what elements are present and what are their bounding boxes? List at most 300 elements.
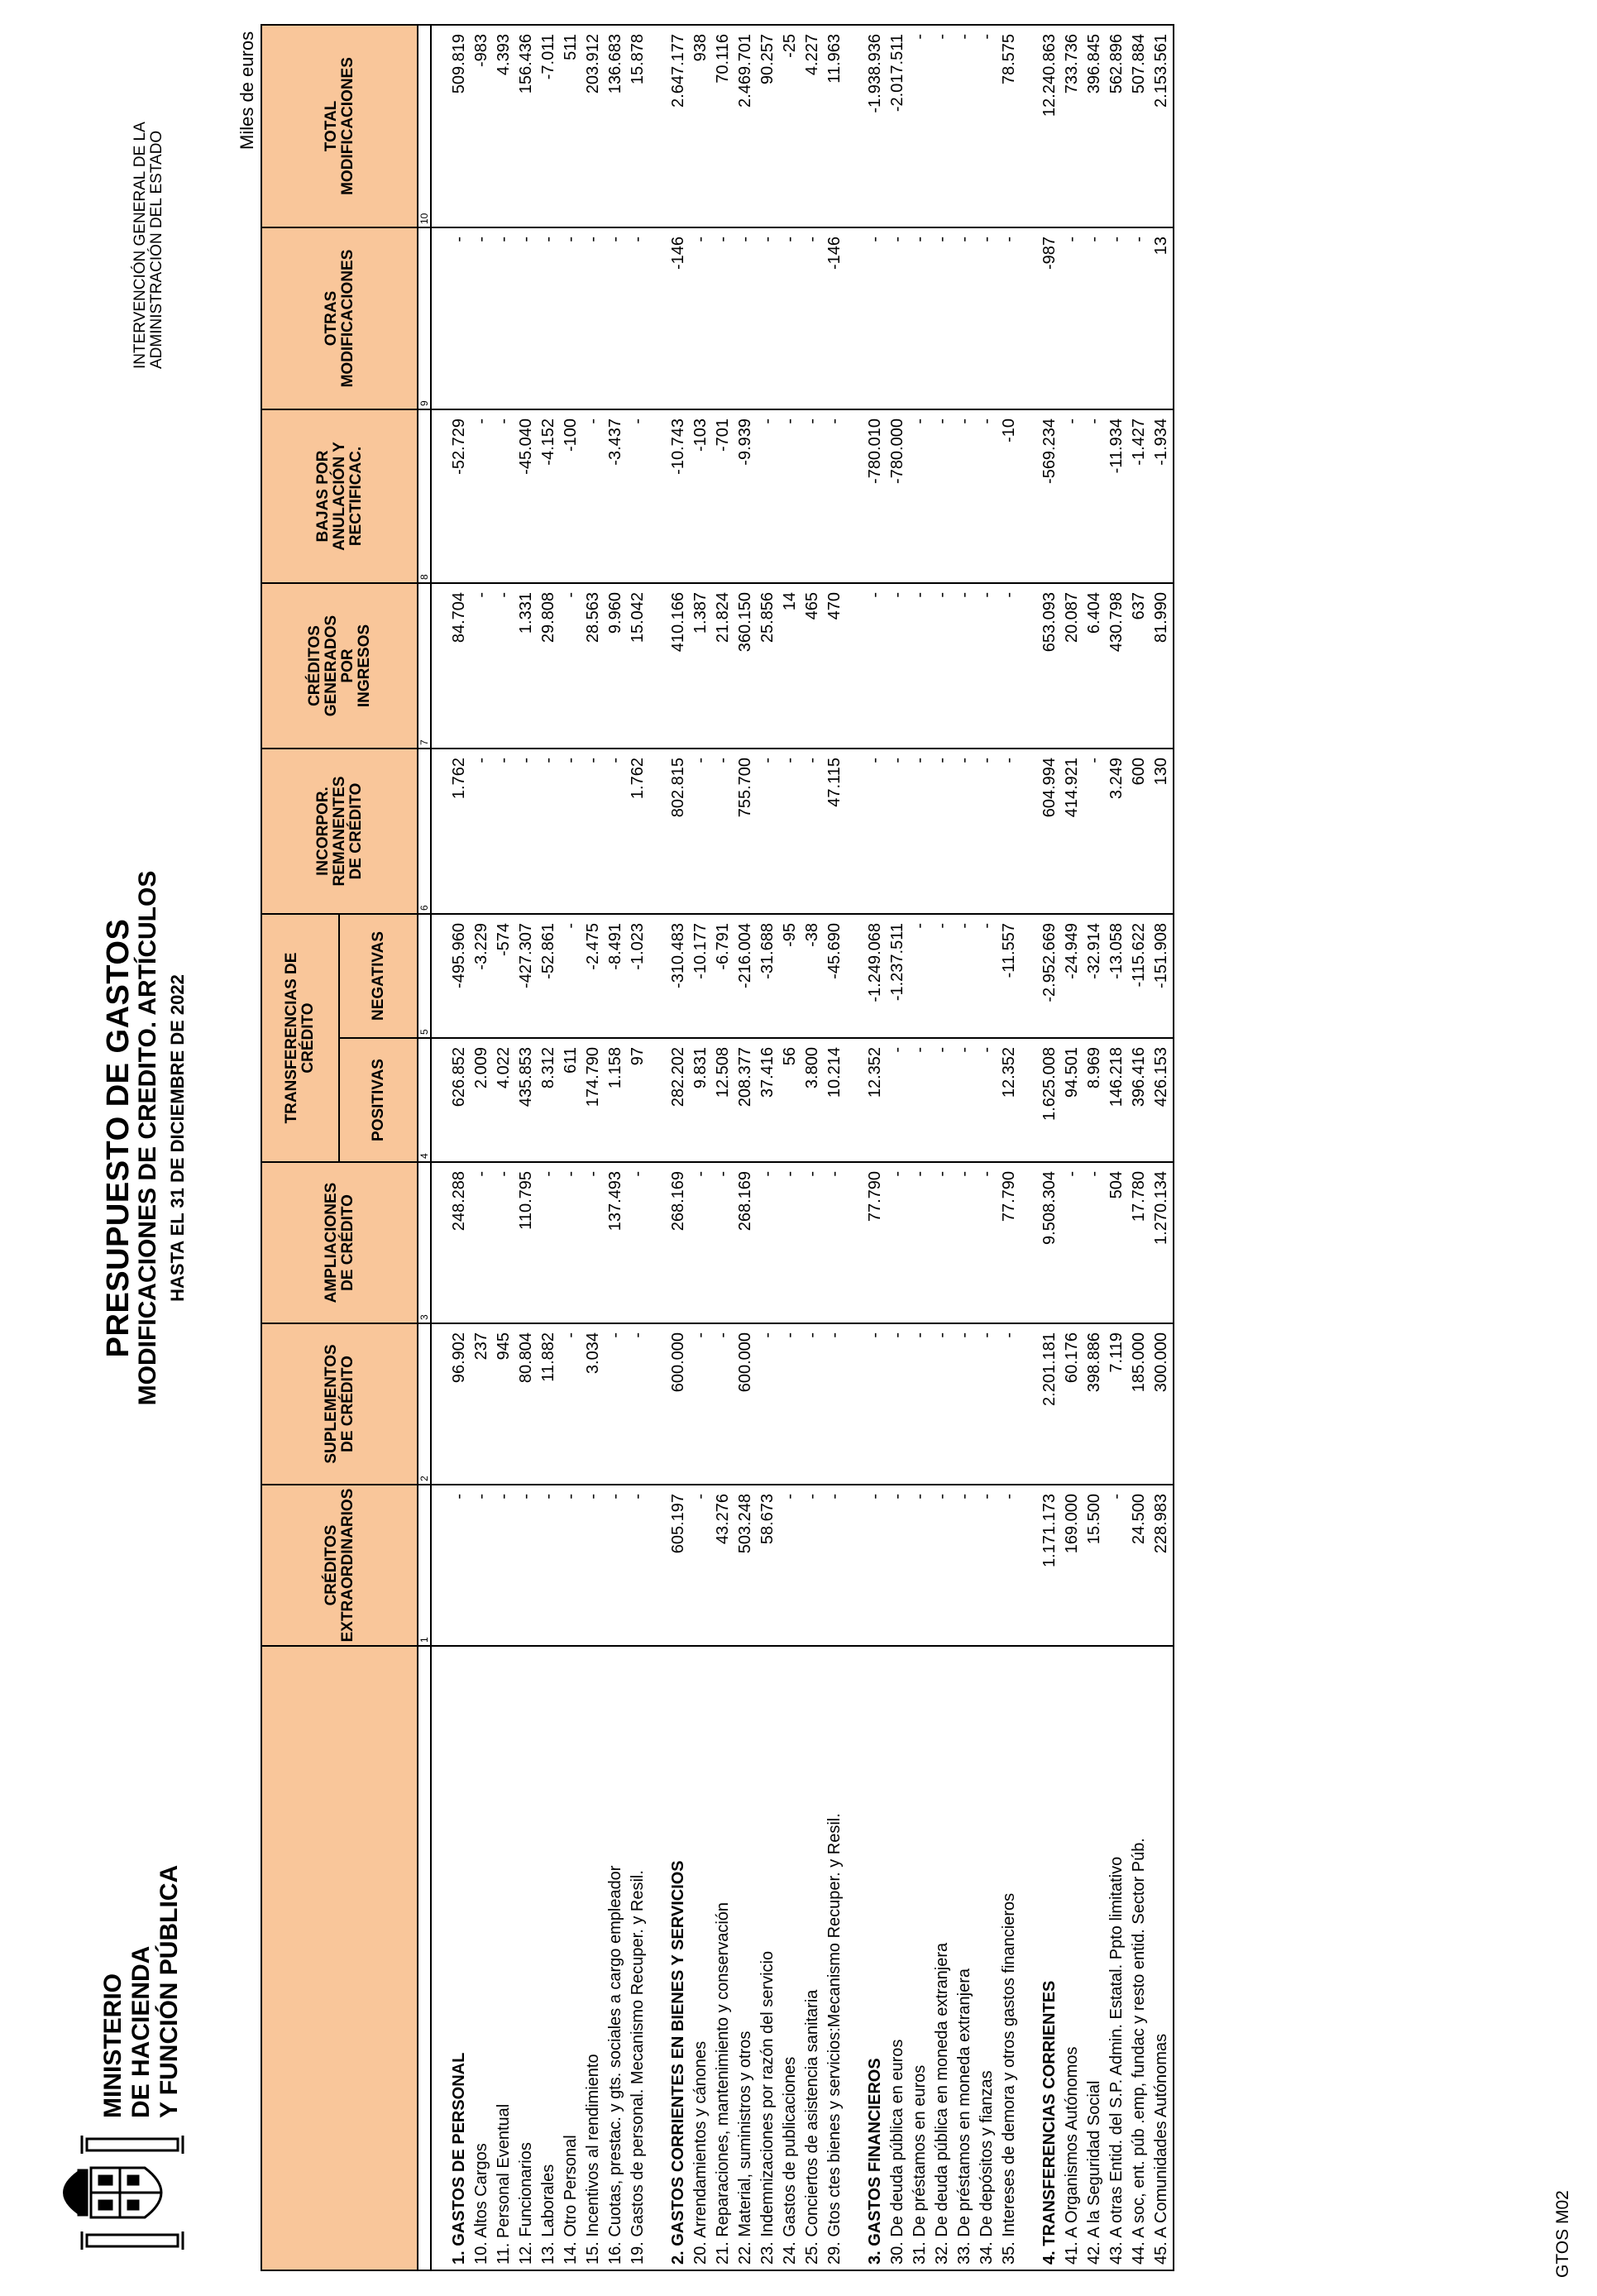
cell-col-3: 77.790	[864, 1162, 887, 1323]
cell-col-10: 562.896	[1106, 25, 1128, 227]
cell-col-9: -146	[667, 227, 690, 409]
cell-col-1: -	[690, 1485, 712, 1646]
cell-col-8: -	[931, 409, 954, 583]
cell-col-4: -	[976, 1038, 998, 1162]
cell-col-2: 398.886	[1083, 1323, 1106, 1485]
row-label: 29. Gtos ctes bienes y servicios:Mecanismo Recuper. y Resil.	[824, 1646, 846, 2270]
cell-col-3: -	[801, 1162, 824, 1323]
spacer-cell	[431, 1646, 448, 2270]
cell-col-6: -	[757, 749, 779, 914]
cell-col-8: -	[582, 409, 605, 583]
cell-col-5: -32.914	[1083, 914, 1106, 1038]
cell-col-8: -	[757, 409, 779, 583]
cell-col-1: -	[582, 1485, 605, 1646]
cell-col-3: -	[1083, 1162, 1106, 1323]
cell-col-7: 9.960	[605, 583, 627, 749]
spacer-cell	[649, 1646, 667, 2270]
cell-col-2: -	[998, 1323, 1021, 1485]
cell-col-9: -	[1128, 227, 1150, 409]
cell-col-1: 15.500	[1083, 1485, 1106, 1646]
page-period: HASTA EL 31 DE DICIEMBRE DE 2022	[167, 974, 188, 1302]
colnum-3: 3	[418, 1162, 431, 1323]
table-section-row	[667, 25, 690, 2270]
cell-col-9: -	[757, 227, 779, 409]
spacer-cell	[1021, 1485, 1039, 1646]
cell-col-5: -1.023	[627, 914, 649, 1038]
cell-col-7: -	[931, 583, 954, 749]
cell-col-5: -310.483	[667, 914, 690, 1038]
cell-col-4: 396.416	[1128, 1038, 1150, 1162]
table-row	[605, 25, 627, 2270]
row-label: 1. GASTOS DE PERSONAL	[448, 1646, 471, 2270]
table-row	[493, 25, 515, 2270]
cell-col-4: 1.158	[605, 1038, 627, 1162]
cell-col-6: 47.115	[824, 749, 846, 914]
cell-col-8: -	[779, 409, 801, 583]
cell-col-1: -	[448, 1485, 471, 1646]
header-negativas: NEGATIVAS	[339, 914, 418, 1038]
cell-col-5: -95	[779, 914, 801, 1038]
table-row	[538, 25, 560, 2270]
cell-col-1: -	[976, 1485, 998, 1646]
header-total: TOTAL MODIFICACIONES	[261, 25, 418, 227]
cell-col-7: 653.093	[1039, 583, 1061, 749]
table-row	[690, 25, 712, 2270]
cell-col-3: -	[627, 1162, 649, 1323]
column-numbers-row	[418, 25, 431, 2270]
cell-col-9: -	[515, 227, 538, 409]
table-row	[734, 25, 757, 2270]
cell-col-2: 237	[471, 1323, 493, 1485]
cell-col-6: 130	[1150, 749, 1174, 914]
table-row	[824, 25, 846, 2270]
spacer-cell	[1021, 25, 1039, 227]
spacer-cell	[846, 1162, 864, 1323]
cell-col-8: -4.152	[538, 409, 560, 583]
cell-col-9: -	[1083, 227, 1106, 409]
cell-col-2: -	[931, 1323, 954, 1485]
cell-col-2: 7.119	[1106, 1323, 1128, 1485]
cell-col-8: -	[1061, 409, 1083, 583]
cell-col-5: -	[560, 914, 582, 1038]
cell-col-1: -	[864, 1485, 887, 1646]
cell-col-8: -569.234	[1039, 409, 1061, 583]
row-label: 19. Gastos de personal. Mecanismo Recuper. y Resil.	[627, 1646, 649, 2270]
cell-col-9: -	[998, 227, 1021, 409]
cell-col-4: 37.416	[757, 1038, 779, 1162]
cell-col-6: -	[864, 749, 887, 914]
cell-col-3: 1.270.134	[1150, 1162, 1174, 1323]
cell-col-5: -3.229	[471, 914, 493, 1038]
cell-col-7: -	[954, 583, 976, 749]
cell-col-8: -1.427	[1128, 409, 1150, 583]
spacer-cell	[1021, 1323, 1039, 1485]
cell-col-4: 12.352	[998, 1038, 1021, 1162]
cell-col-5: -1.249.068	[864, 914, 887, 1038]
cell-col-9: -987	[1039, 227, 1061, 409]
cell-col-9: -	[690, 227, 712, 409]
table-row	[1061, 25, 1083, 2270]
cell-col-5: -6.791	[712, 914, 734, 1038]
cell-col-1: -	[801, 1485, 824, 1646]
table-body	[431, 25, 1174, 2270]
cell-col-7: 20.087	[1061, 583, 1083, 749]
colnum-2: 2	[418, 1323, 431, 1485]
row-label: 34. De depósitos y fianzas	[976, 1646, 998, 2270]
cell-col-7: -	[887, 583, 909, 749]
cell-col-1: 169.000	[1061, 1485, 1083, 1646]
cell-col-4: 435.853	[515, 1038, 538, 1162]
cell-col-7: 1.387	[690, 583, 712, 749]
cell-col-1: -	[824, 1485, 846, 1646]
cell-col-3: -	[712, 1162, 734, 1323]
cell-col-5: -427.307	[515, 914, 538, 1038]
colnum-9: 9	[418, 227, 431, 409]
row-label: 30. De deuda pública en euros	[887, 1646, 909, 2270]
cell-col-9: -	[779, 227, 801, 409]
row-label: 21. Reparaciones, mantenimiento y conservación	[712, 1646, 734, 2270]
row-label: 35. Intereses de demora y otros gastos financieros	[998, 1646, 1021, 2270]
cell-col-4: -	[887, 1038, 909, 1162]
cell-col-3: 17.780	[1128, 1162, 1150, 1323]
cell-col-1: -	[538, 1485, 560, 1646]
cell-col-7: 29.808	[538, 583, 560, 749]
cell-col-1: -	[954, 1485, 976, 1646]
cell-col-9: -	[582, 227, 605, 409]
cell-col-2: 80.804	[515, 1323, 538, 1485]
spacer-cell	[1021, 583, 1039, 749]
cell-col-10: 396.845	[1083, 25, 1106, 227]
cell-col-6: 3.249	[1106, 749, 1128, 914]
cell-col-8: -	[954, 409, 976, 583]
cell-col-8: -	[909, 409, 931, 583]
cell-col-4: 97	[627, 1038, 649, 1162]
cell-col-7: 1.331	[515, 583, 538, 749]
cell-col-9: -	[448, 227, 471, 409]
ministry-line-3: Y FUNCIÓN PÚBLICA	[155, 1864, 183, 2118]
cell-col-2: 3.034	[582, 1323, 605, 1485]
cell-col-5: -13.058	[1106, 914, 1128, 1038]
header-transferencias: TRANSFERENCIAS DE CRÉDITO	[261, 914, 339, 1162]
row-label: 44. A soc, ent. púb .emp, fundac y resto entid. Sector Púb.	[1128, 1646, 1150, 2270]
row-label: 3. GASTOS FINANCIEROS	[864, 1646, 887, 2270]
cell-col-9: -	[734, 227, 757, 409]
cell-col-5: -2.952.669	[1039, 914, 1061, 1038]
cell-col-1: -	[627, 1485, 649, 1646]
cell-col-10: 203.912	[582, 25, 605, 227]
header-concept	[261, 1646, 418, 2270]
cell-col-3: 77.790	[998, 1162, 1021, 1323]
spacer-cell	[431, 409, 448, 583]
cell-col-7: 6.404	[1083, 583, 1106, 749]
cell-col-5: -45.690	[824, 914, 846, 1038]
spacer-cell	[431, 1162, 448, 1323]
cell-col-8: -	[493, 409, 515, 583]
table-row	[976, 25, 998, 2270]
cell-col-7: 81.990	[1150, 583, 1174, 749]
cell-col-2: -	[560, 1323, 582, 1485]
cell-col-6: -	[712, 749, 734, 914]
spacer-cell	[846, 1038, 864, 1162]
cell-col-2: -	[690, 1323, 712, 1485]
spacer-cell	[846, 1485, 864, 1646]
cell-col-10: 511	[560, 25, 582, 227]
spacer-cell	[649, 1485, 667, 1646]
cell-col-7: 28.563	[582, 583, 605, 749]
cell-col-2: 300.000	[1150, 1323, 1174, 1485]
cell-col-5: -574	[493, 914, 515, 1038]
table-row	[909, 25, 931, 2270]
colnum-blank	[418, 1646, 431, 2270]
table-row	[560, 25, 582, 2270]
cell-col-5: -24.949	[1061, 914, 1083, 1038]
cell-col-6: -	[998, 749, 1021, 914]
cell-col-8: -1.934	[1150, 409, 1174, 583]
spacer-cell	[649, 583, 667, 749]
cell-col-5: -115.622	[1128, 914, 1150, 1038]
cell-col-9: -	[864, 227, 887, 409]
cell-col-4: 9.831	[690, 1038, 712, 1162]
table-row	[1083, 25, 1106, 2270]
cell-col-3: -	[493, 1162, 515, 1323]
spacer-cell	[846, 749, 864, 914]
cell-col-7: 410.166	[667, 583, 690, 749]
cell-col-1: -	[887, 1485, 909, 1646]
cell-col-8: -701	[712, 409, 734, 583]
row-label: 12. Funcionarios	[515, 1646, 538, 2270]
cell-col-1: -	[493, 1485, 515, 1646]
royal-coat-of-arms-icon	[45, 2131, 211, 2255]
spacer-cell	[1021, 914, 1039, 1038]
table-row	[887, 25, 909, 2270]
colnum-1: 1	[418, 1485, 431, 1646]
cell-col-9: -	[801, 227, 824, 409]
cell-col-6: 414.921	[1061, 749, 1083, 914]
page-title: PRESUPUESTO DE GASTOS	[101, 918, 136, 1358]
spacer-cell	[846, 227, 864, 409]
cell-col-9: 13	[1150, 227, 1174, 409]
header-positivas: POSITIVAS	[339, 1038, 418, 1162]
cell-col-10: -	[931, 25, 954, 227]
cell-col-6: 1.762	[448, 749, 471, 914]
colnum-8: 8	[418, 409, 431, 583]
cell-col-3: 504	[1106, 1162, 1128, 1323]
header-ampliaciones: AMPLIACIONES DE CRÉDITO	[261, 1162, 418, 1323]
cell-col-6: 802.815	[667, 749, 690, 914]
spacer-cell	[649, 1038, 667, 1162]
row-label: 23. Indemnizaciones por razón del servicio	[757, 1646, 779, 2270]
cell-col-6: 755.700	[734, 749, 757, 914]
cell-col-9: -	[560, 227, 582, 409]
cell-col-4: 208.377	[734, 1038, 757, 1162]
cell-col-5: -52.861	[538, 914, 560, 1038]
ministry-line-2: DE HACIENDA	[127, 1945, 155, 2118]
spacer-cell	[649, 1323, 667, 1485]
table-row	[801, 25, 824, 2270]
cell-col-1: -	[471, 1485, 493, 1646]
cell-col-2: -	[909, 1323, 931, 1485]
colnum-5: 5	[418, 914, 431, 1038]
cell-col-5: -	[976, 914, 998, 1038]
cell-col-8: -3.437	[605, 409, 627, 583]
cell-col-4: -	[931, 1038, 954, 1162]
cell-col-2: 945	[493, 1323, 515, 1485]
cell-col-8: -780.010	[864, 409, 887, 583]
cell-col-1: -	[605, 1485, 627, 1646]
spacer-row	[649, 25, 667, 2270]
cell-col-1: 58.673	[757, 1485, 779, 1646]
cell-col-1: 605.197	[667, 1485, 690, 1646]
cell-col-5: -8.491	[605, 914, 627, 1038]
cell-col-6: -	[605, 749, 627, 914]
cell-col-9: -	[1061, 227, 1083, 409]
cell-col-7: 21.824	[712, 583, 734, 749]
cell-col-9: -	[538, 227, 560, 409]
cell-col-10: -	[954, 25, 976, 227]
cell-col-10: 11.963	[824, 25, 846, 227]
cell-col-8: -52.729	[448, 409, 471, 583]
cell-col-10: 15.878	[627, 25, 649, 227]
spacer-cell	[649, 25, 667, 227]
row-label: 45. A Comunidades Autónomas	[1150, 1646, 1174, 2270]
spacer-cell	[431, 1485, 448, 1646]
cell-col-8: -780.000	[887, 409, 909, 583]
cell-col-6: -	[931, 749, 954, 914]
cell-col-9: -	[976, 227, 998, 409]
cell-col-3: 268.169	[734, 1162, 757, 1323]
spacer-row	[846, 25, 864, 2270]
colnum-7: 7	[418, 583, 431, 749]
table-row	[582, 25, 605, 2270]
table-row	[779, 25, 801, 2270]
cell-col-1: -	[779, 1485, 801, 1646]
cell-col-7: 15.042	[627, 583, 649, 749]
cell-col-9: -	[887, 227, 909, 409]
cell-col-7: -	[998, 583, 1021, 749]
cell-col-1: 43.276	[712, 1485, 734, 1646]
cell-col-4: 3.800	[801, 1038, 824, 1162]
table-row	[931, 25, 954, 2270]
cell-col-8: -	[824, 409, 846, 583]
cell-col-6: -	[909, 749, 931, 914]
row-label: 14. Otro Personal	[560, 1646, 582, 2270]
cell-col-10: 78.575	[998, 25, 1021, 227]
cell-col-3: -	[887, 1162, 909, 1323]
cell-col-5: -	[931, 914, 954, 1038]
row-label: 25. Conciertos de asistencia sanitaria	[801, 1646, 824, 2270]
cell-col-4: 626.852	[448, 1038, 471, 1162]
table-row	[712, 25, 734, 2270]
cell-col-5: -151.908	[1150, 914, 1174, 1038]
cell-col-2: -	[712, 1323, 734, 1485]
table-row	[471, 25, 493, 2270]
spacer-cell	[1021, 1162, 1039, 1323]
cell-col-2: -	[627, 1323, 649, 1485]
units-label: Miles de euros	[237, 31, 257, 150]
cell-col-3: 268.169	[667, 1162, 690, 1323]
spacer-cell	[649, 914, 667, 1038]
cell-col-5: -38	[801, 914, 824, 1038]
cell-col-10: -	[909, 25, 931, 227]
cell-col-3: -	[931, 1162, 954, 1323]
cell-col-5: -	[909, 914, 931, 1038]
cell-col-2: 2.201.181	[1039, 1323, 1061, 1485]
cell-col-2: -	[887, 1323, 909, 1485]
cell-col-6: -	[471, 749, 493, 914]
header-bajas: BAJAS POR ANULACIÓN Y RECTIFICAC.	[261, 409, 418, 583]
header-generados: CRÉDITOS GENERADOS POR INGRESOS	[261, 583, 418, 749]
cell-col-3: -	[824, 1162, 846, 1323]
cell-col-6: -	[887, 749, 909, 914]
cell-col-10: 4.393	[493, 25, 515, 227]
cell-col-4: -	[909, 1038, 931, 1162]
spacer-cell	[1021, 227, 1039, 409]
spacer-cell	[649, 409, 667, 583]
cell-col-3: -	[757, 1162, 779, 1323]
cell-col-10: 733.736	[1061, 25, 1083, 227]
cell-col-8: -100	[560, 409, 582, 583]
spacer-cell	[1021, 1038, 1039, 1162]
row-label: 11. Personal Eventual	[493, 1646, 515, 2270]
cell-col-8: -103	[690, 409, 712, 583]
cell-col-7: 470	[824, 583, 846, 749]
cell-col-4: 4.022	[493, 1038, 515, 1162]
cell-col-10: 70.116	[712, 25, 734, 227]
cell-col-2: -	[757, 1323, 779, 1485]
cell-col-8: -	[976, 409, 998, 583]
cell-col-4: 1.625.008	[1039, 1038, 1061, 1162]
row-label: 43. A otras Entid. del S.P. Admin. Estatal. Ppto limitativo	[1106, 1646, 1128, 2270]
table-row	[757, 25, 779, 2270]
igae-line-2: ADMINISTRACIÓN DEL ESTADO	[148, 130, 165, 369]
cell-col-3: 248.288	[448, 1162, 471, 1323]
cell-col-3: 137.493	[605, 1162, 627, 1323]
cell-col-9: -	[493, 227, 515, 409]
cell-col-10: -983	[471, 25, 493, 227]
cell-col-10: 938	[690, 25, 712, 227]
spacer-cell	[1021, 409, 1039, 583]
spacer-row	[431, 25, 448, 2270]
cell-col-5: -216.004	[734, 914, 757, 1038]
cell-col-3: -	[909, 1162, 931, 1323]
cell-col-3: -	[1061, 1162, 1083, 1323]
spacer-cell	[649, 749, 667, 914]
cell-col-10: 4.227	[801, 25, 824, 227]
cell-col-7: -	[976, 583, 998, 749]
cell-col-4: 94.501	[1061, 1038, 1083, 1162]
cell-col-2: -	[864, 1323, 887, 1485]
cell-col-1: -	[998, 1485, 1021, 1646]
header-incorporaciones: INCORPOR. REMANENTES DE CRÉDITO	[261, 749, 418, 914]
cell-col-8: -	[471, 409, 493, 583]
cell-col-8: -	[1083, 409, 1106, 583]
cell-col-6: -	[538, 749, 560, 914]
cell-col-1: -	[515, 1485, 538, 1646]
cell-col-2: 11.882	[538, 1323, 560, 1485]
cell-col-6: -	[976, 749, 998, 914]
cell-col-10: 2.153.561	[1150, 25, 1174, 227]
spacer-cell	[1021, 1646, 1039, 2270]
cell-col-7: 14	[779, 583, 801, 749]
cell-col-10: -7.011	[538, 25, 560, 227]
cell-col-6: -	[493, 749, 515, 914]
ministry-name	[99, 1865, 184, 2118]
cell-col-1: -	[931, 1485, 954, 1646]
cell-col-4: 426.153	[1150, 1038, 1174, 1162]
spacer-cell	[431, 1038, 448, 1162]
ministry-line-1: MINISTERIO	[99, 1973, 127, 2118]
cell-col-3: -	[690, 1162, 712, 1323]
